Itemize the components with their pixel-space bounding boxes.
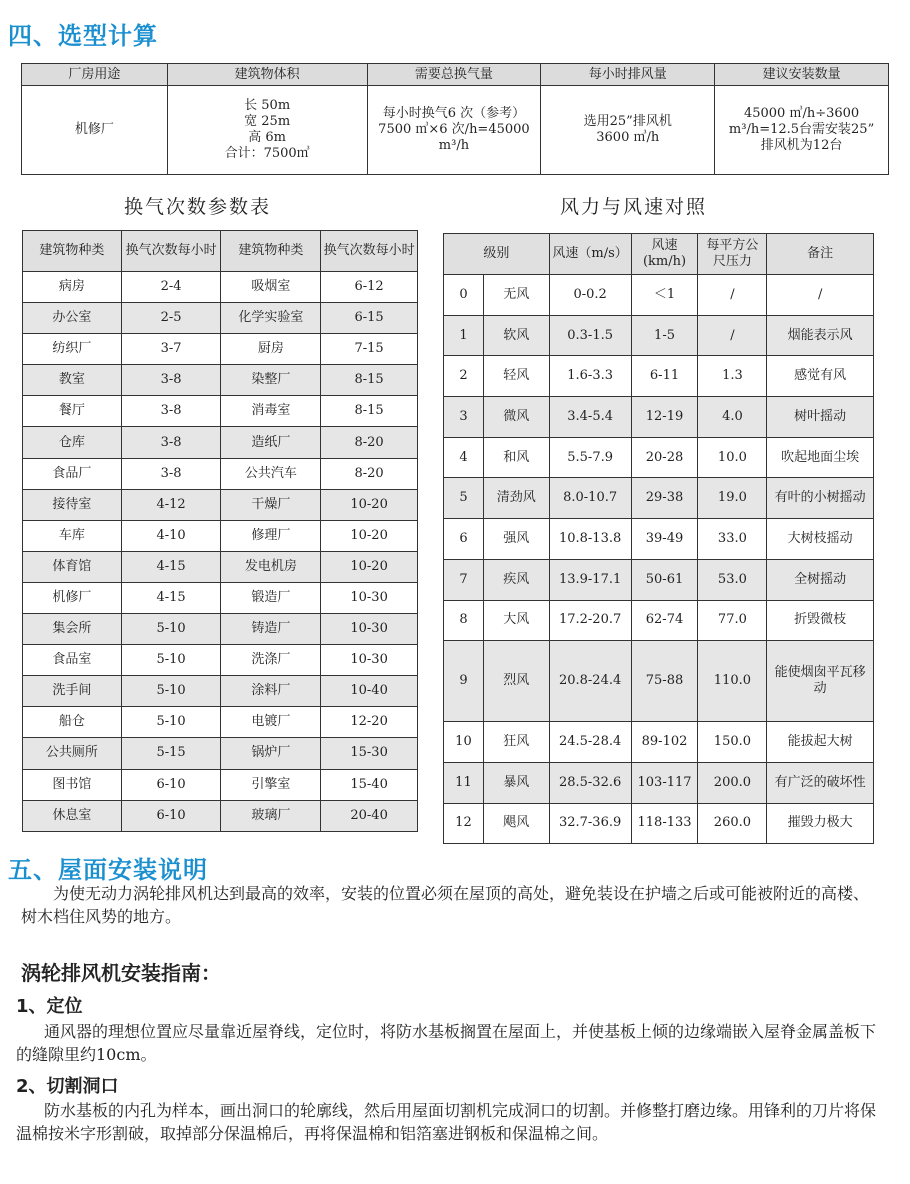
table-cell: 50-61	[631, 559, 698, 600]
table-row	[23, 800, 418, 831]
table-cell: 39-49	[631, 519, 698, 560]
table-cell: 0	[444, 275, 484, 316]
table-cell: 清劲风	[483, 478, 549, 519]
table-cell: 3-8	[121, 458, 221, 489]
table-row	[23, 427, 418, 458]
table-cell: 厨房	[221, 334, 321, 365]
table-cell: 0.3-1.5	[549, 315, 631, 356]
table-row	[23, 738, 418, 769]
table-cell: 暴风	[483, 762, 549, 803]
table-cell: 15-30	[321, 738, 418, 769]
table-cell: 12-19	[631, 397, 698, 438]
table-cell: 发电机房	[221, 551, 321, 582]
table-row	[23, 489, 418, 520]
table-cell: 公共厕所	[23, 738, 122, 769]
table-row	[23, 520, 418, 551]
table-cell: 全树摇动	[767, 559, 874, 600]
step2-text: 防水基板的内孔为样本，画出洞口的轮廓线，然后用屋面切割机完成洞口的切割。并修整打磨边缘。用锋利的刀片将保温棉按米字形割破，取掉部分保温棉后，再将保温棉和铝箔塞进钢板和保温棉之间。	[16, 1101, 877, 1143]
table-cell: 1-5	[631, 315, 698, 356]
table-cell: 造纸厂	[221, 427, 321, 458]
table-cell: 6	[444, 519, 484, 560]
table-row	[444, 437, 874, 478]
selection-install	[715, 86, 889, 175]
table-cell: 办公室	[23, 303, 122, 334]
table-cell: 8	[444, 600, 484, 641]
air-change-line: 每小时换气6 次（参考）	[382, 106, 526, 121]
table-cell: 1.6-3.3	[549, 356, 631, 397]
table-cell: 20-40	[321, 800, 418, 831]
table-cell: 玻璃厂	[221, 800, 321, 831]
table-cell: 锻造厂	[221, 582, 321, 613]
wind-table-caption: 风力与风速对照	[560, 196, 708, 218]
table-cell: 1.3	[698, 356, 767, 397]
table-cell: 洗手间	[23, 676, 122, 707]
ach-header: 建筑物种类	[221, 231, 321, 272]
table-cell: 大树枝摇动	[767, 519, 874, 560]
selection-header: 厂房用途	[22, 64, 168, 86]
table-row	[23, 645, 418, 676]
table-cell: 4-10	[121, 520, 221, 551]
table-cell: 餐厅	[23, 396, 122, 427]
table-cell: ＜1	[631, 275, 698, 316]
selection-table	[21, 63, 889, 175]
install-line: 45000 ㎥/h÷3600	[743, 106, 860, 121]
table-cell: 微风	[483, 397, 549, 438]
table-cell: 5	[444, 478, 484, 519]
table-cell: 洗涤厂	[221, 645, 321, 676]
table-cell: 食品室	[23, 645, 122, 676]
table-cell: 染整厂	[221, 365, 321, 396]
table-cell: 吸烟室	[221, 272, 321, 303]
table-row	[444, 315, 874, 356]
ach-header: 换气次数每小时	[321, 231, 418, 272]
table-cell: 75-88	[631, 641, 698, 722]
table-cell: 6-10	[121, 769, 221, 800]
table-row	[23, 551, 418, 582]
table-cell: 疾风	[483, 559, 549, 600]
table-cell: 和风	[483, 437, 549, 478]
selection-header: 建筑物体积	[167, 64, 367, 86]
table-cell: 103-117	[631, 762, 698, 803]
table-row	[23, 365, 418, 396]
table-cell: 树叶摇动	[767, 397, 874, 438]
table-cell: 77.0	[698, 600, 767, 641]
table-cell: 电镀厂	[221, 707, 321, 738]
install-line: 排风机为12台	[760, 138, 843, 153]
wind-scale-table	[443, 233, 874, 844]
table-row	[444, 519, 874, 560]
table-cell: 干燥厂	[221, 489, 321, 520]
table-cell: 车库	[23, 520, 122, 551]
table-cell: 1	[444, 315, 484, 356]
table-cell: 4.0	[698, 397, 767, 438]
table-cell: 公共汽车	[221, 458, 321, 489]
table-row	[444, 641, 874, 722]
wind-header: 备注	[767, 234, 874, 275]
table-cell: 10-40	[321, 676, 418, 707]
table-cell: 3-8	[121, 365, 221, 396]
table-row	[23, 707, 418, 738]
air-change-table	[22, 230, 418, 832]
table-cell: 休息室	[23, 800, 122, 831]
table-cell: 10-30	[321, 614, 418, 645]
table-cell: 12-20	[321, 707, 418, 738]
table-cell: 纺织厂	[23, 334, 122, 365]
table-cell: 教室	[23, 365, 122, 396]
table-cell: 8.0-10.7	[549, 478, 631, 519]
table-cell: /	[698, 315, 767, 356]
wind-header: 风速(km/h)	[631, 234, 698, 275]
air-change-line: 7500 ㎥×6 次/h=45000	[378, 122, 530, 137]
table-cell: 有叶的小树摇动	[767, 478, 874, 519]
table-cell: 11	[444, 762, 484, 803]
table-cell: 食品厂	[23, 458, 122, 489]
volume-line: 长 50m	[244, 98, 291, 113]
table-row	[444, 397, 874, 438]
table-cell: 能使烟囱平瓦移动	[767, 641, 874, 722]
table-cell: 7-15	[321, 334, 418, 365]
table-cell: 5-10	[121, 614, 221, 645]
table-cell: 轻风	[483, 356, 549, 397]
table-row	[23, 614, 418, 645]
table-cell: 6-15	[321, 303, 418, 334]
table-cell: 3.4-5.4	[549, 397, 631, 438]
table-cell: 33.0	[698, 519, 767, 560]
table-cell: 有广泛的破坏性	[767, 762, 874, 803]
table-cell: 4	[444, 437, 484, 478]
table-cell: /	[767, 275, 874, 316]
table-cell: 能拔起大树	[767, 722, 874, 763]
table-cell: 无风	[483, 275, 549, 316]
table-cell: 摧毁力极大	[767, 803, 874, 844]
wind-header: 级别	[444, 234, 550, 275]
table-row	[23, 303, 418, 334]
section-title-roof-install: 五、屋面安装说明	[8, 856, 208, 884]
table-row	[444, 803, 874, 844]
table-cell: 化学实验室	[221, 303, 321, 334]
table-cell: 8-15	[321, 365, 418, 396]
table-cell: 10-20	[321, 520, 418, 551]
selection-exhaust	[541, 86, 715, 175]
table-cell: 2-5	[121, 303, 221, 334]
table-cell: 2-4	[121, 272, 221, 303]
table-cell: 接待室	[23, 489, 122, 520]
table-row	[23, 458, 418, 489]
table-cell: 2	[444, 356, 484, 397]
table-cell: 5-10	[121, 676, 221, 707]
table-cell: /	[698, 275, 767, 316]
table-cell: 大风	[483, 600, 549, 641]
table-cell: 病房	[23, 272, 122, 303]
table-cell: 110.0	[698, 641, 767, 722]
table-cell: 消毒室	[221, 396, 321, 427]
table-cell: 集会所	[23, 614, 122, 645]
table-row	[23, 769, 418, 800]
table-row	[23, 334, 418, 365]
table-row	[23, 582, 418, 613]
table-cell: 29-38	[631, 478, 698, 519]
table-cell: 铸造厂	[221, 614, 321, 645]
table-cell: 5-10	[121, 707, 221, 738]
section-title-selection: 四、选型计算	[8, 22, 158, 50]
table-cell: 150.0	[698, 722, 767, 763]
table-row	[23, 396, 418, 427]
table-cell: 涂料厂	[221, 676, 321, 707]
table-cell: 200.0	[698, 762, 767, 803]
table-row	[23, 676, 418, 707]
table-cell: 仓库	[23, 427, 122, 458]
selection-volume	[167, 86, 367, 175]
table-cell: 15-40	[321, 769, 418, 800]
wind-header: 每平方公尺压力	[698, 234, 767, 275]
table-cell: 10-30	[321, 645, 418, 676]
selection-use: 机修厂	[22, 86, 168, 175]
table-cell: 10-20	[321, 489, 418, 520]
table-cell: 13.9-17.1	[549, 559, 631, 600]
selection-air-change	[367, 86, 541, 175]
table-cell: 10.8-13.8	[549, 519, 631, 560]
table-row	[444, 275, 874, 316]
wind-header: 风速（m/s）	[549, 234, 631, 275]
table-cell: 20-28	[631, 437, 698, 478]
table-cell: 软风	[483, 315, 549, 356]
table-cell: 吹起地面尘埃	[767, 437, 874, 478]
table-cell: 28.5-32.6	[549, 762, 631, 803]
table-cell: 4-15	[121, 551, 221, 582]
table-row	[444, 559, 874, 600]
volume-line: 高 6m	[248, 130, 287, 145]
table-row	[444, 722, 874, 763]
table-row	[444, 356, 874, 397]
table-cell: 烈风	[483, 641, 549, 722]
table-cell: 3-7	[121, 334, 221, 365]
table-cell: 感觉有风	[767, 356, 874, 397]
table-cell: 89-102	[631, 722, 698, 763]
selection-header: 需要总换气量	[367, 64, 541, 86]
guide-title: 涡轮排风机安装指南：	[21, 961, 221, 985]
table-cell: 6-12	[321, 272, 418, 303]
selection-header: 每小时排风量	[541, 64, 715, 86]
table-cell: 10.0	[698, 437, 767, 478]
table-cell: 机修厂	[23, 582, 122, 613]
table-cell: 7	[444, 559, 484, 600]
table-cell: 0-0.2	[549, 275, 631, 316]
table-row	[23, 272, 418, 303]
table-cell: 3	[444, 397, 484, 438]
table-cell: 4-15	[121, 582, 221, 613]
roof-install-text: 为使无动力涡轮排风机达到最高的效率，安装的位置必须在屋顶的高处，避免装设在护墙之后或可能被附近的高楼、树木档住风势的地方。	[21, 884, 870, 926]
table-cell: 体育馆	[23, 551, 122, 582]
table-cell: 6-11	[631, 356, 698, 397]
table-cell: 5-15	[121, 738, 221, 769]
table-cell: 9	[444, 641, 484, 722]
step1-title: 1、定位	[16, 996, 83, 1017]
table-cell: 19.0	[698, 478, 767, 519]
table-row	[444, 762, 874, 803]
table-cell: 62-74	[631, 600, 698, 641]
table-cell: 53.0	[698, 559, 767, 600]
volume-line: 合计：7500㎥	[224, 146, 310, 161]
table-cell: 3-8	[121, 396, 221, 427]
table-cell: 260.0	[698, 803, 767, 844]
ach-header: 换气次数每小时	[121, 231, 221, 272]
table-cell: 118-133	[631, 803, 698, 844]
selection-header: 建议安装数量	[715, 64, 889, 86]
table-cell: 修理厂	[221, 520, 321, 551]
table-cell: 8-20	[321, 427, 418, 458]
table-cell: 狂风	[483, 722, 549, 763]
table-cell: 6-10	[121, 800, 221, 831]
table-cell: 引擎室	[221, 769, 321, 800]
table-cell: 10-30	[321, 582, 418, 613]
table-cell: 飓风	[483, 803, 549, 844]
table-cell: 折毁微枝	[767, 600, 874, 641]
exhaust-line: 3600 ㎥/h	[596, 130, 660, 145]
table-cell: 12	[444, 803, 484, 844]
table-cell: 锅炉厂	[221, 738, 321, 769]
table-cell: 32.7-36.9	[549, 803, 631, 844]
air-change-line: m³/h	[438, 138, 470, 153]
table-cell: 24.5-28.4	[549, 722, 631, 763]
step2-title: 2、切割洞口	[16, 1076, 119, 1097]
table-cell: 图书馆	[23, 769, 122, 800]
table-cell: 3-8	[121, 427, 221, 458]
exhaust-line: 选用25”排风机	[583, 114, 672, 129]
table-cell: 20.8-24.4	[549, 641, 631, 722]
table-cell: 10-20	[321, 551, 418, 582]
table-cell: 5.5-7.9	[549, 437, 631, 478]
table-cell: 5-10	[121, 645, 221, 676]
volume-line: 宽 25m	[244, 114, 291, 129]
table-row	[444, 600, 874, 641]
table-cell: 船仓	[23, 707, 122, 738]
ach-table-caption: 换气次数参数表	[124, 196, 272, 218]
table-cell: 强风	[483, 519, 549, 560]
table-cell: 10	[444, 722, 484, 763]
step1-text: 通风器的理想位置应尽量靠近屋脊线，定位时，将防水基板搁置在屋面上，并使基板上倾的边缘端嵌入屋脊金属盖板下的缝隙里约10cm。	[16, 1022, 877, 1064]
table-cell: 烟能表示风	[767, 315, 874, 356]
table-cell: 17.2-20.7	[549, 600, 631, 641]
table-cell: 8-20	[321, 458, 418, 489]
install-line: m³/h=12.5台需安装25”	[728, 122, 875, 137]
table-cell: 8-15	[321, 396, 418, 427]
table-row	[444, 478, 874, 519]
ach-header: 建筑物种类	[23, 231, 122, 272]
table-cell: 4-12	[121, 489, 221, 520]
